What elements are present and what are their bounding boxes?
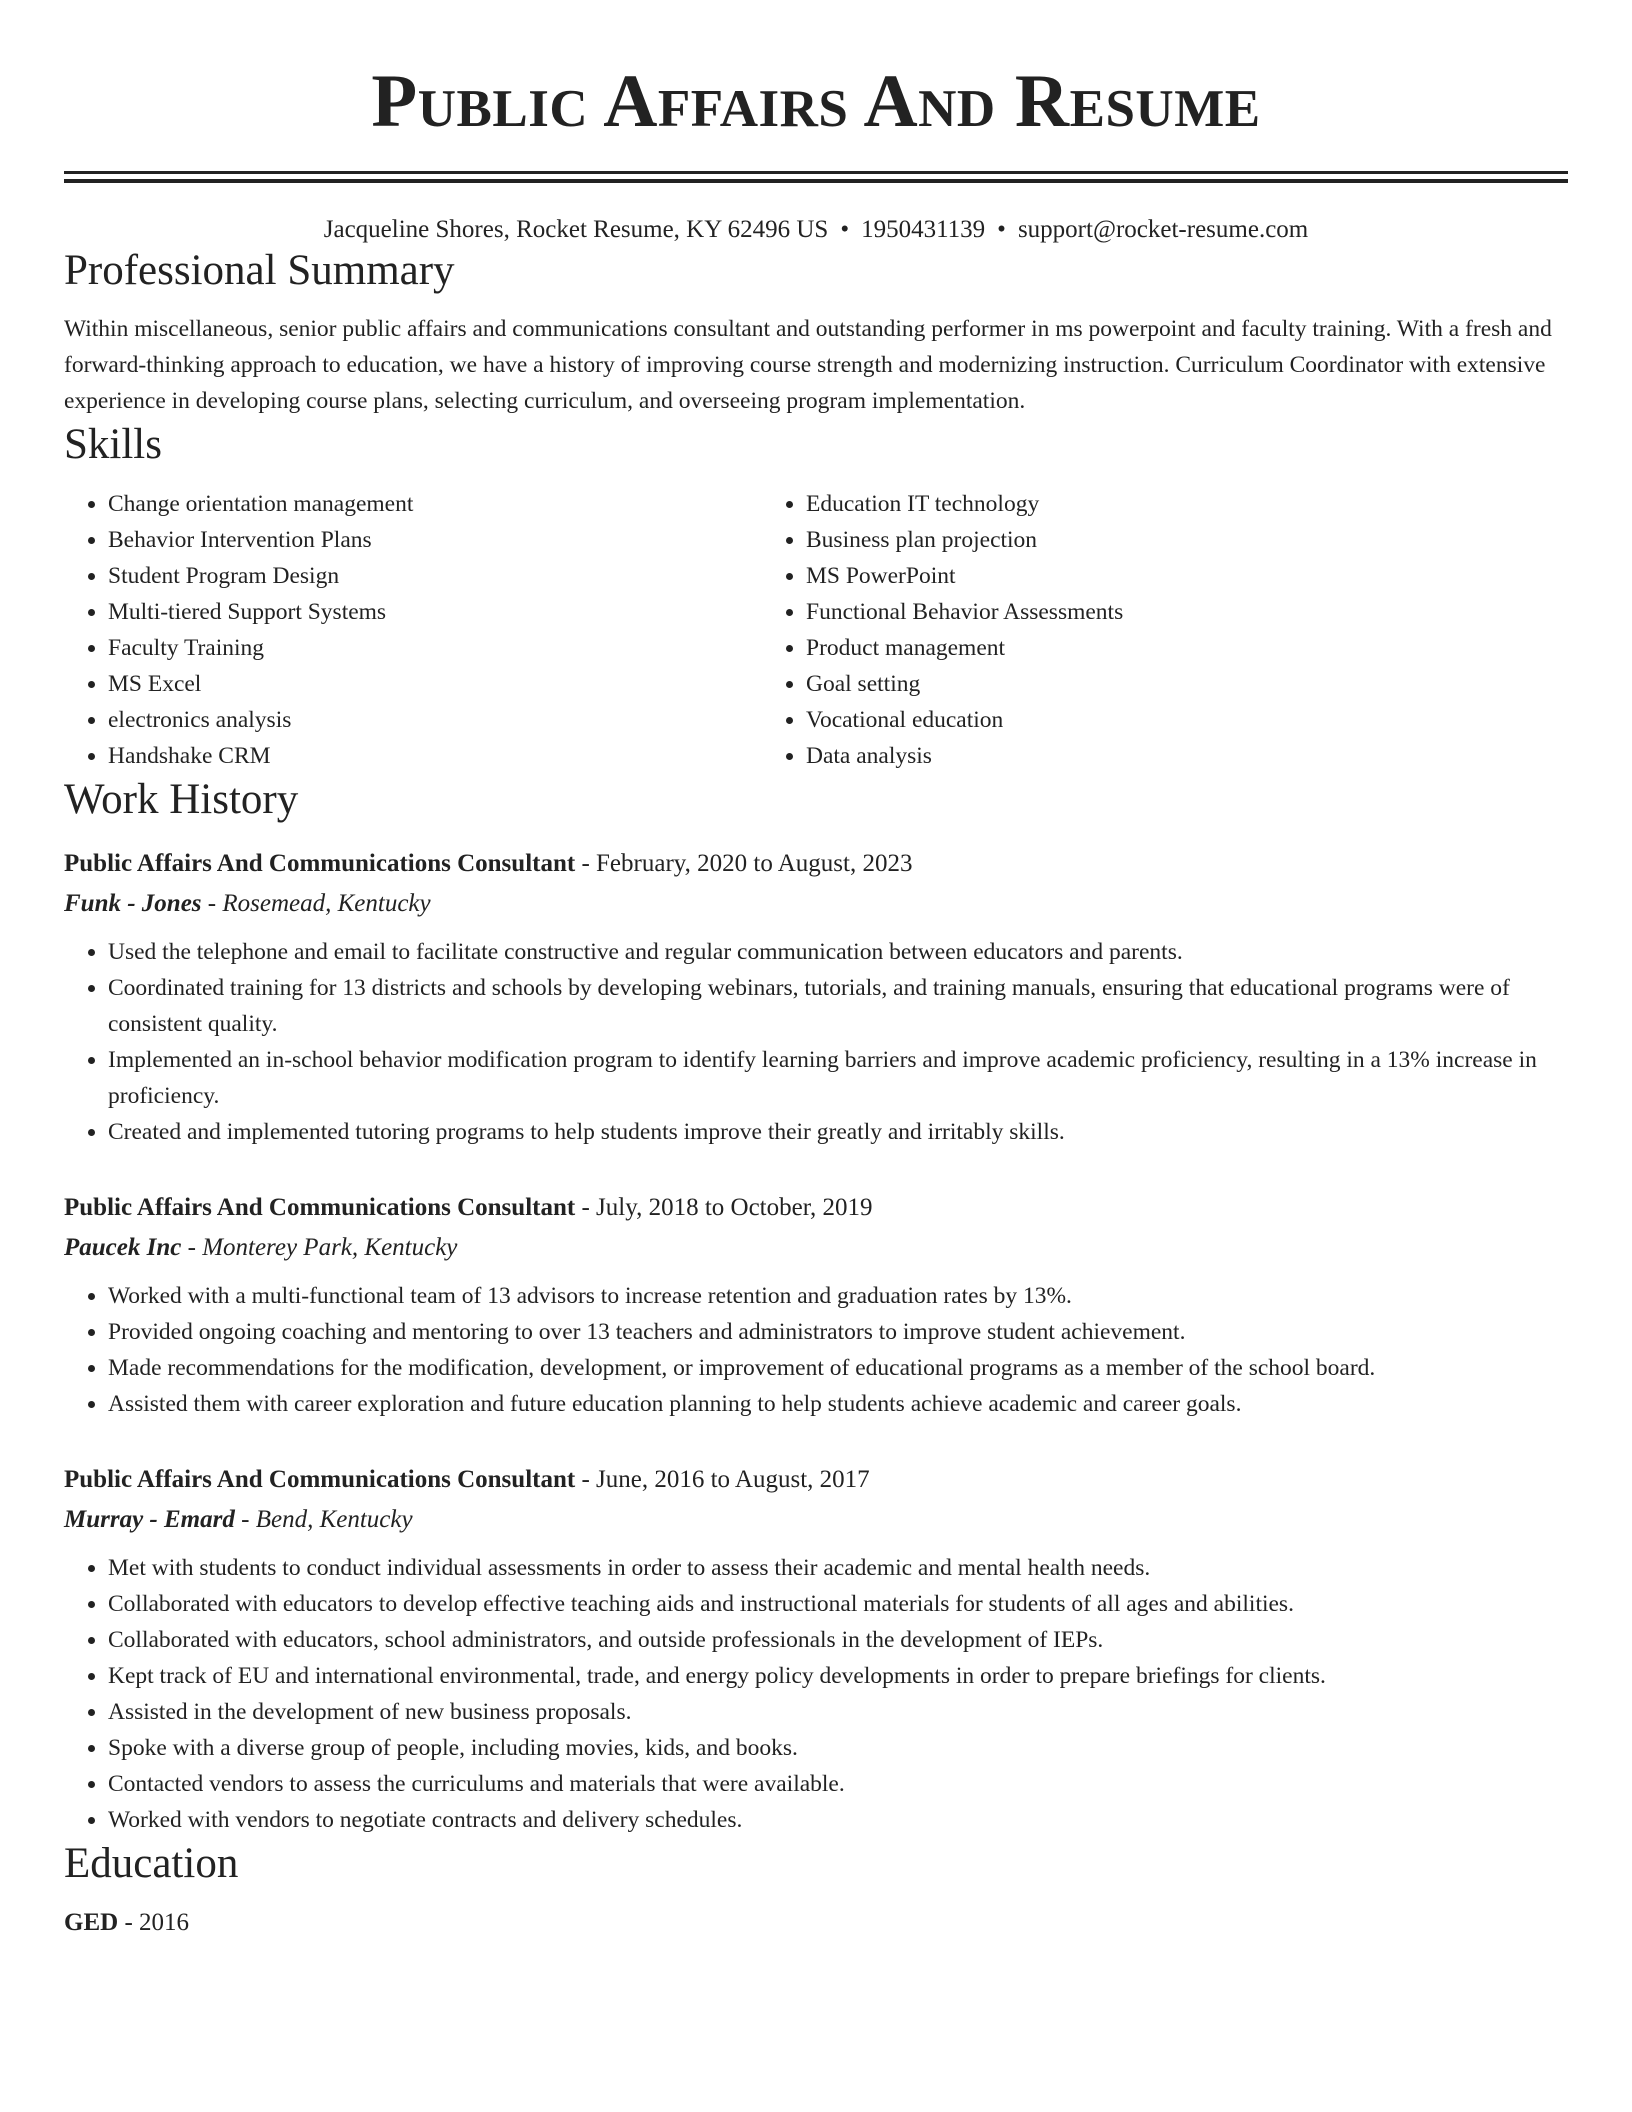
skill-item: • Student Program Design <box>108 558 762 594</box>
education-degree: GED <box>64 1909 119 1937</box>
job-entry <box>64 1460 1568 1838</box>
job-bullet: • Collaborated with educators, school administrators, and outside professionals in the development of IEPs. <box>108 1622 1568 1658</box>
job-bullets <box>64 1550 1568 1838</box>
job-company: Funk - Jones <box>64 889 202 917</box>
job-header: Public Affairs And Communications Consultant - February, 2020 to August, 2023 <box>64 849 913 877</box>
summary-heading: Professional Summary <box>64 247 455 294</box>
job-bullet: • Worked with vendors to negotiate contracts and delivery schedules. <box>108 1802 1568 1838</box>
job-bullet: • Provided ongoing coaching and mentoring to over 13 teachers and administrators to improve student achievement. <box>108 1314 1568 1350</box>
job-title: Public Affairs And Communications Consultant <box>64 1465 576 1493</box>
skill-item: • MS Excel <box>108 666 762 702</box>
job-title: Public Affairs And Communications Consultant <box>64 849 576 877</box>
job-bullet: • Contacted vendors to assess the curriculums and materials that were available. <box>108 1766 1568 1802</box>
title-divider <box>64 171 1568 183</box>
skill-item: • Data analysis <box>806 738 1460 774</box>
job-bullet: • Made recommendations for the modification, development, or improvement of educational programs as a member of the school board. <box>108 1350 1568 1386</box>
work-history-heading: Work History <box>64 776 299 824</box>
skill-item: • Handshake CRM <box>108 738 762 774</box>
skill-item: • Faculty Training <box>108 630 762 666</box>
job-bullet: • Met with students to conduct individual assessments in order to assess their academic and mental health needs. <box>108 1550 1568 1586</box>
job-header: Public Affairs And Communications Consultant - July, 2018 to October, 2019 <box>64 1193 873 1221</box>
job-bullets <box>64 934 1568 1150</box>
job-location: Monterey Park, Kentucky <box>202 1233 458 1261</box>
job-bullet: • Assisted in the development of new business proposals. <box>108 1694 1568 1730</box>
job-employer: Murray - Emard - Bend, Kentucky <box>64 1505 413 1533</box>
job-dates: February, 2020 to August, 2023 <box>596 849 913 877</box>
job-bullet: • Spoke with a diverse group of people, including movies, kids, and books. <box>108 1730 1568 1766</box>
job-company: Paucek Inc <box>64 1233 182 1261</box>
skills-column-left <box>64 486 762 774</box>
job-dates: June, 2016 to August, 2017 <box>596 1465 870 1493</box>
job-bullets <box>64 1278 1568 1422</box>
contact-separator: • <box>840 216 850 243</box>
contact-address: Jacqueline Shores, Rocket Resume, KY 62496 US <box>323 216 829 243</box>
job-title: Public Affairs And Communications Consultant <box>64 1193 576 1221</box>
job-bullet: • Worked with a multi-functional team of 13 advisors to increase retention and graduation rates by 13%. <box>108 1278 1568 1314</box>
job-bullet: • Coordinated training for 13 districts and schools by developing webinars, tutorials, and training manuals, ensuring that educational programs were of consistent quality. <box>108 970 1568 1042</box>
skill-item: • Business plan projection <box>806 522 1460 558</box>
education-heading: Education <box>64 1839 239 1887</box>
resume-title: Public Affairs And Resume <box>371 60 1261 143</box>
job-entry <box>64 844 1568 1150</box>
education-entry: GED - 2016 <box>64 1909 190 1937</box>
job-bullet: • Created and implemented tutoring programs to help students improve their greatly and irritably skills. <box>108 1114 1568 1150</box>
contact-phone[interactable]: 1950431139 <box>861 216 986 243</box>
skills-column-right <box>762 486 1460 774</box>
contact-separator: • <box>997 216 1006 243</box>
skill-item: • Multi-tiered Support Systems <box>108 594 762 630</box>
skill-item: • electronics analysis <box>108 702 762 738</box>
contact-email[interactable]: support@rocket-resume.com <box>1017 216 1309 243</box>
job-dates: July, 2018 to October, 2019 <box>596 1193 873 1221</box>
skill-item: • Product management <box>806 630 1460 666</box>
skills-list <box>64 486 1568 774</box>
skill-item: • Goal setting <box>806 666 1460 702</box>
education-year: 2016 <box>139 1909 190 1937</box>
skill-item: • MS PowerPoint <box>806 558 1460 594</box>
job-bullet: • Used the telephone and email to facilitate constructive and regular communication between educators and parents. <box>108 934 1568 970</box>
job-header: Public Affairs And Communications Consultant - June, 2016 to August, 2017 <box>64 1465 870 1493</box>
skill-item: • Vocational education <box>806 702 1460 738</box>
job-bullet: • Assisted them with career exploration and future education planning to help students achieve academic and career goals. <box>108 1386 1568 1422</box>
job-bullet: • Kept track of EU and international environmental, trade, and energy policy developments in order to prepare briefings for clients. <box>108 1658 1568 1694</box>
job-entry <box>64 1188 1568 1422</box>
skill-item: • Change orientation management <box>108 486 762 522</box>
summary-text: Within miscellaneous, senior public affairs and communications consultant and outstanding performer in ms powerpoint and faculty training. With a fresh and forward-thinking approach to education, we have a history of improving course strength and modernizing instruction. Curriculum Coordinator with extensive experience in developing course plans, selecting curriculum, and overseeing program implementation. <box>64 315 1552 414</box>
skills-heading: Skills <box>64 420 162 468</box>
job-bullet: • Collaborated with educators to develop effective teaching aids and instructional materials for students of all ages and abilities. <box>108 1586 1568 1622</box>
job-employer: Funk - Jones - Rosemead, Kentucky <box>64 889 431 917</box>
job-bullet: • Implemented an in-school behavior modification program to identify learning barriers and improve academic proficiency, resulting in a 13% increase in proficiency. <box>108 1042 1568 1114</box>
job-company: Murray - Emard <box>64 1505 235 1533</box>
skill-item: • Functional Behavior Assessments <box>806 594 1460 630</box>
job-location: Rosemead, Kentucky <box>222 889 431 917</box>
skill-item: • Education IT technology <box>806 486 1460 522</box>
job-employer: Paucek Inc - Monterey Park, Kentucky <box>64 1233 458 1261</box>
skill-item: • Behavior Intervention Plans <box>108 522 762 558</box>
contact-line <box>64 215 1568 245</box>
job-location: Bend, Kentucky <box>255 1505 413 1533</box>
